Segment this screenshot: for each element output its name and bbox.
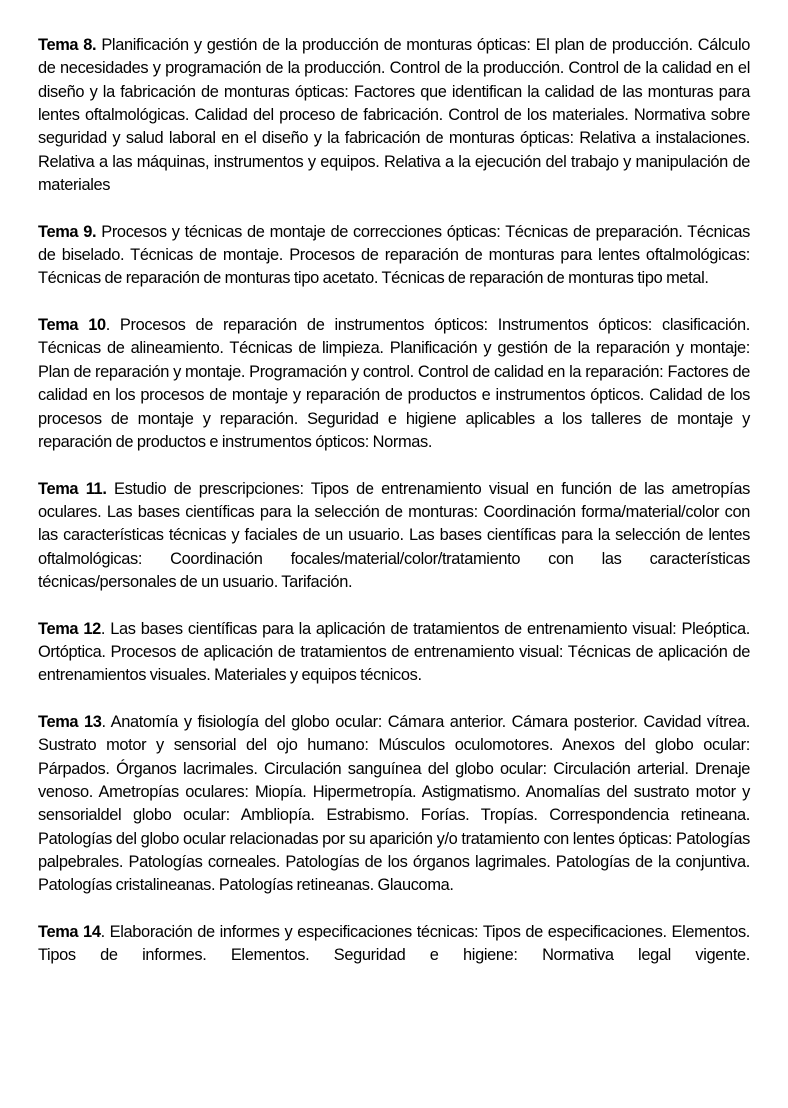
tema-label: Tema 13 (38, 712, 102, 731)
tema-13-paragraph (38, 711, 750, 898)
tema-label: Tema 14 (38, 923, 101, 942)
document-page (38, 34, 750, 991)
tema-label: Tema 11. (38, 479, 107, 498)
tema-text: Planificación y gestión de la producción de monturas ópticas: El plan de producción. Cálculo de necesidades y programación de la producción. Control de la producción. Control de la calidad en el diseño y la fabricación de monturas ópticas: Factores que identifican la calidad de las monturas para lentes oftalmológicas. Calidad del proceso de fabricación. Control de los materiales. Normativa sobre seguridad y salud laboral en el diseño y la fabricación de monturas ópticas: Relativa a instalaciones. Relativa a las máquinas, instrumentos y equipos. Relativa a la ejecución del trabajo y manipulación de materiales (38, 36, 751, 195)
tema-text: . Anatomía y fisiología del globo ocular: Cámara anterior. Cámara posterior. Cavidad vítrea. Sustrato motor y sensorial del ojo humano: Músculos oculomotores. Anexos del globo ocular: Párpados. Órganos lacrimales. Circulación sanguínea del globo ocular: Circulación arterial. Drenaje venoso. Ametropías oculares: Miopía. Hipermetropía. Astigmatismo. Anomalías del sustrato motor y sensorialdel globo ocular: Ambliopía. Estrabismo. Forías. Tropías. Correspondencia retineana. Patologías del globo ocular relacionadas por su aparición y/o tratamiento con lentes ópticas: Patologías palpebrales. Patologías corneales. Patologías de los órganos lagrimales. Patologías de la conjuntiva. Patologías cristalineanas. Patologías retineanas. Glaucoma. (38, 712, 751, 895)
tema-label: Tema 10 (38, 316, 106, 335)
tema-label: Tema 9. (38, 222, 97, 241)
tema-text: . Procesos de reparación de instrumentos ópticos: Instrumentos ópticos: clasificación. Técnicas de alineamiento. Técnicas de limpieza. Planificación y gestión de la reparación y montaje: Plan de reparación y montaje. Programación y control. Control de calidad en la reparación: Factores de calidad en los procesos de montaje y reparación de productos e instrumentos ópticos. Calidad de los procesos de montaje y reparación. Seguridad e higiene aplicables a los talleres de montaje y reparación de productos e instrumentos ópticos: Normas. (38, 316, 751, 451)
tema-10-paragraph (38, 314, 750, 454)
tema-11-paragraph (38, 478, 750, 595)
tema-text: . Elaboración de informes y especificaciones técnicas: Tipos de especificaciones. Elementos. Tipos de informes. Elementos. Seguridad e higiene: Normativa legal vigente. (38, 923, 750, 965)
tema-label: Tema 8. (38, 36, 97, 54)
tema-text: Procesos y técnicas de montaje de correcciones ópticas: Técnicas de preparación. Técnicas de biselado. Técnicas de montaje. Procesos de reparación de monturas para lentes oftalmológicas: Técnicas de reparación de monturas tipo acetato. Técnicas de reparación de monturas tipo metal. (38, 222, 750, 288)
tema-14-paragraph (38, 921, 750, 968)
tema-12-paragraph (38, 618, 750, 688)
tema-label: Tema 12 (38, 619, 101, 638)
tema-text: Estudio de prescripciones: Tipos de entrenamiento visual en función de las ametropías oculares. Las bases científicas para la selección de monturas: Coordinación forma/material/color con las características técnicas y faciales de un usuario. Las bases científicas para la selección de lentes oftalmológicas: Coordinación focales/material/color/tratamiento con las características técnicas/personales de un usuario. Tarifación. (38, 479, 750, 591)
tema-9-paragraph (38, 221, 750, 291)
tema-8-paragraph (38, 34, 750, 197)
tema-text: . Las bases científicas para la aplicación de tratamientos de entrenamiento visual: Pleóptica. Ortóptica. Procesos de aplicación de tratamientos de entrenamiento visual: Técnicas de aplicación de entrenamientos visuales. Materiales y equipos técnicos. (38, 619, 750, 685)
